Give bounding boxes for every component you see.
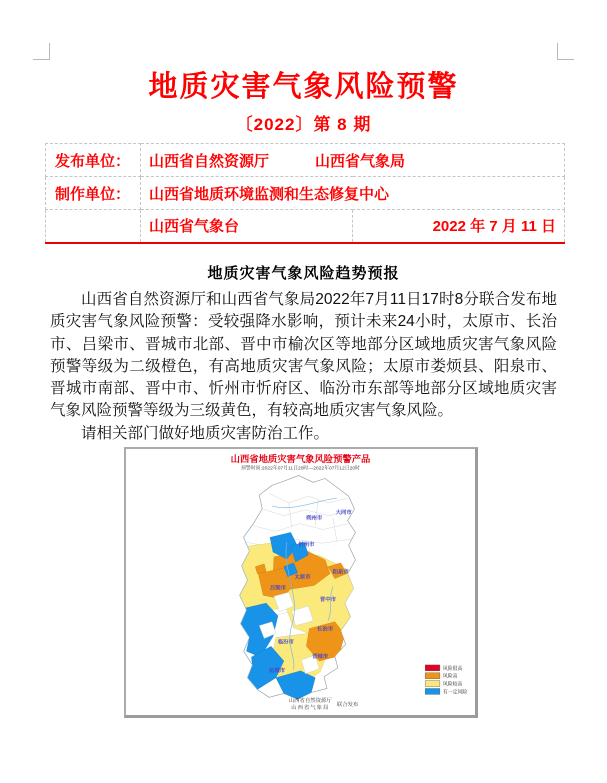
issue-number: 〔2022〕第 8 期 [235,115,372,134]
city-label: 忻州市 [298,542,315,549]
risk-map [124,447,478,718]
map-attribution [289,696,359,711]
risk-map-svg [126,449,475,715]
report-paragraph-1: 山西省自然资源厅和山西省气象局2022年7月11日17时8分联合发布地质灾害气象风险预警：受较强降水影响，预计未来24小时，太原市、长治市、吕梁市、晋城市北部、晋中市榆次区等地部分区域地质灾害气象风险预警等级为二级橙色，有高地质灾害气象风险；太原市娄烦县、阳泉市、晋城市南部、晋中市、忻州市忻府区、临汾市东部等地部分区域地质灾害气象风险预警等级为三级黄色，有较高地质灾害气象风险。 [50,291,557,420]
observatory-value: 山西省气象台 [141,210,353,243]
city-label: 晋中市 [319,597,337,604]
legend-label: 风险很高 [442,666,463,672]
city-label: 朔州市 [306,515,323,522]
map-time-range: 预警时间:2022年07月11日20时—2022年07月12日20时 [241,466,360,472]
city-label: 晋城市 [312,654,329,661]
report-heading: 地质灾害气象风险趋势预报 [207,265,400,282]
city-label: 长治市 [316,626,334,633]
margin-mark-top-left-icon [33,43,50,60]
table-row-producer [46,177,565,210]
legend-swatch [425,673,440,679]
map-legend [425,665,467,696]
legend-swatch [425,688,440,694]
attribution-note: 联合发布 [336,702,359,709]
publish-unit-value [141,144,565,177]
map-title: 山西省地质灾害气象风险预警产品 [230,453,371,464]
margin-mark-top-right-icon [557,43,574,60]
city-label: 大同市 [335,509,352,516]
legend-label: 风险较高 [442,682,463,688]
legend-label: 有一定风险 [442,690,468,696]
empty-cell [46,210,141,243]
document-title: 地质灾害气象风险预警 [148,71,459,103]
publisher-1: 山西省自然资源厅 [149,152,270,170]
issue-date: 2022 年 7 月 11 日 [353,210,565,243]
produce-unit-label: 制作单位： [46,177,141,210]
attribution-issuer-2: 山西省气象局 [291,705,330,712]
attribution-issuer-1: 山西省自然资源厅 [288,698,332,705]
report-body [50,289,557,445]
legend-label: 风险高 [442,674,458,680]
legend-swatch [425,665,440,671]
table-row-publisher [46,144,565,177]
city-label: 阳泉市 [332,569,349,576]
publish-unit-label: 发布单位： [46,144,141,177]
info-table [45,143,565,244]
report-paragraph-2: 请相关部门做好地质灾害防治工作。 [81,424,330,442]
city-label: 太原市 [294,574,311,581]
city-label: 吕梁市 [269,585,286,592]
legend-swatch [425,681,440,687]
produce-unit-value: 山西省地质环境监测和生态修复中心 [141,177,565,210]
city-label: 运城市 [268,667,286,674]
publisher-2: 山西省气象局 [315,152,406,170]
city-label: 临汾市 [277,639,294,646]
table-row-date [46,210,565,243]
